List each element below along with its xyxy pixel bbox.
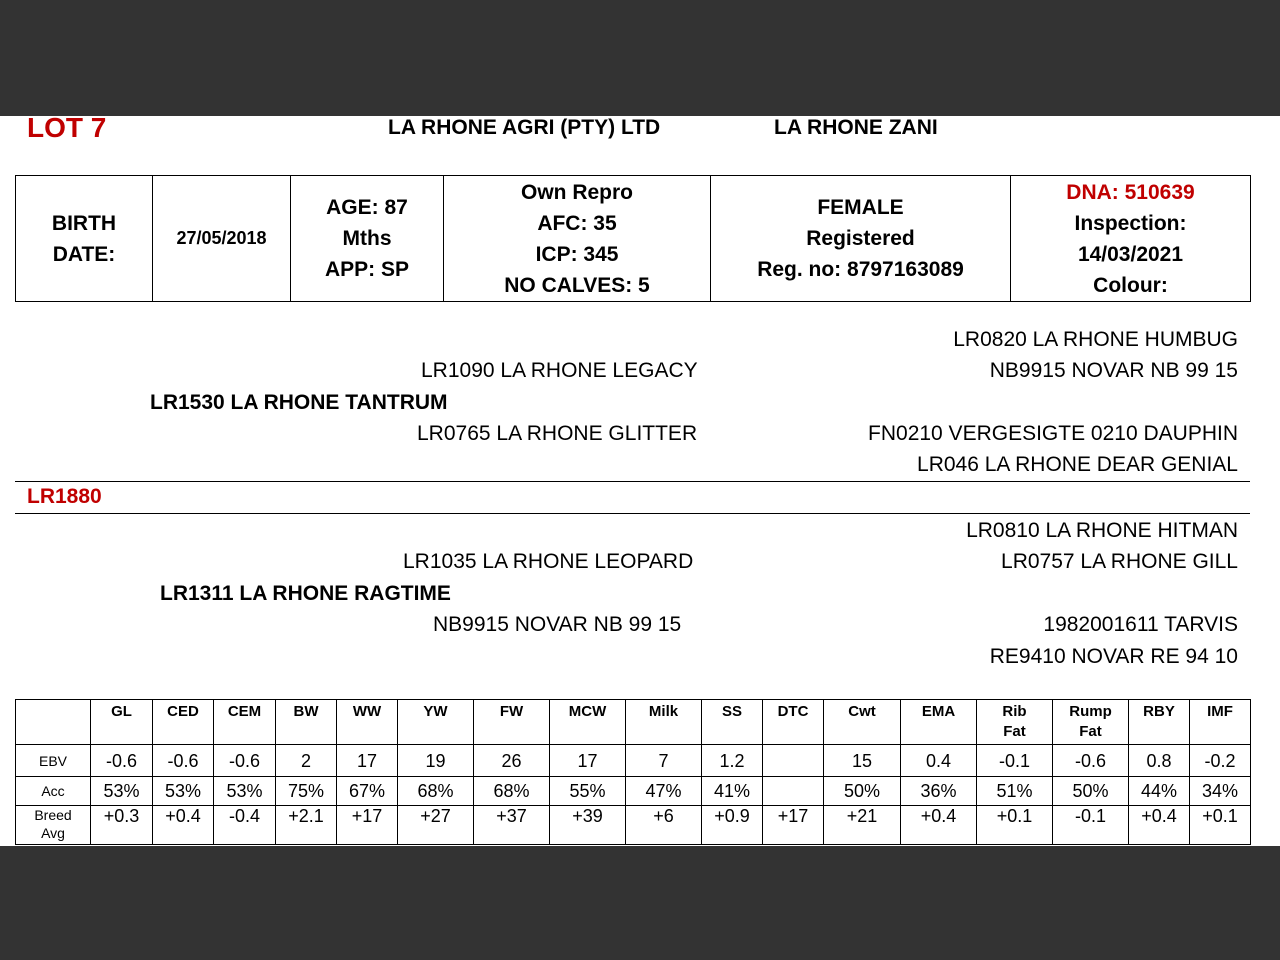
ebv-value-cell: 0.4: [901, 745, 977, 777]
ebv-value-cell: 19: [398, 745, 474, 777]
ebv-value-cell: 36%: [901, 777, 977, 806]
pedigree-sire-dam-dam: LR046 LA RHONE DEAR GENIAL: [917, 453, 1238, 476]
ebv-value-cell: 68%: [398, 777, 474, 806]
ebv-value-cell: 50%: [824, 777, 901, 806]
ebv-value-cell: 53%: [91, 777, 153, 806]
dna-number: DNA: 510639: [1066, 180, 1195, 204]
ebv-value-cell: -0.4: [214, 806, 276, 845]
ebv-value-cell: -0.1: [1053, 806, 1129, 845]
ebv-column-header: YW: [398, 700, 474, 745]
bottom-letterbox-bar: [0, 846, 1280, 960]
ebv-value-cell: 53%: [214, 777, 276, 806]
pedigree-dam-sire-sire: LR0810 LA RHONE HITMAN: [966, 519, 1238, 542]
ebv-column-header: CEM: [214, 700, 276, 745]
ebv-value-cell: +0.4: [153, 806, 214, 845]
ebv-value-cell: [763, 745, 824, 777]
pedigree-dam-sire: LR1035 LA RHONE LEOPARD: [403, 550, 694, 573]
pedigree-dam: LR1311 LA RHONE RAGTIME: [160, 582, 451, 605]
ebv-column-header: GL: [91, 700, 153, 745]
ebv-value-cell: +0.4: [901, 806, 977, 845]
ebv-column-header: MCW: [550, 700, 626, 745]
pedigree-dam-dam: NB9915 NOVAR NB 99 15: [433, 613, 682, 636]
pedigree-sire-dam: LR0765 LA RHONE GLITTER: [417, 422, 698, 445]
ebv-column-header: DTC: [763, 700, 824, 745]
ebv-data-row: [16, 745, 1251, 777]
lot-number: LOT 7: [27, 112, 107, 143]
ebv-corner-cell: [16, 700, 91, 745]
ebv-column-header: BW: [276, 700, 337, 745]
pedigree-divider-top: [15, 481, 1250, 482]
ebv-value-cell: +0.9: [702, 806, 763, 845]
ebv-value-cell: 15: [824, 745, 901, 777]
birth-date-value: 27/05/2018: [153, 176, 291, 302]
ebv-value-cell: 53%: [153, 777, 214, 806]
ebv-value-cell: 17: [550, 745, 626, 777]
calf-id: LR1880: [27, 485, 102, 508]
pedigree-sire-dam-sire: FN0210 VERGESIGTE 0210 DAUPHIN: [868, 422, 1238, 445]
ebv-column-header: Rump Fat: [1053, 700, 1129, 745]
ebv-value-cell: +17: [763, 806, 824, 845]
age-cell: AGE: 87 Mths APP: SP: [291, 176, 444, 302]
ebv-value-cell: 67%: [337, 777, 398, 806]
ebv-value-cell: -0.6: [91, 745, 153, 777]
ebv-column-header: EMA: [901, 700, 977, 745]
pedigree-dam-sire-dam: LR0757 LA RHONE GILL: [1001, 550, 1238, 573]
ebv-value-cell: +27: [398, 806, 474, 845]
ebv-column-header: Milk: [626, 700, 702, 745]
ebv-column-header: WW: [337, 700, 398, 745]
pedigree-sire: LR1530 LA RHONE TANTRUM: [150, 391, 448, 414]
ebv-row-label: EBV: [16, 745, 91, 777]
ebv-data-row: [16, 777, 1251, 806]
ebv-table: [15, 699, 1251, 845]
ebv-value-cell: 17: [337, 745, 398, 777]
ebv-value-cell: +17: [337, 806, 398, 845]
ebv-value-cell: +0.1: [1190, 806, 1251, 845]
ebv-value-cell: -0.6: [1053, 745, 1129, 777]
dna-inspection-cell: DNA: 510639 Inspection: 14/03/2021 Colour:: [1011, 176, 1251, 302]
ebv-row-label: Breed Avg: [16, 806, 91, 845]
ebv-value-cell: 7: [626, 745, 702, 777]
ebv-value-cell: 55%: [550, 777, 626, 806]
pedigree-sire-sire-sire: LR0820 LA RHONE HUMBUG: [953, 328, 1238, 351]
ebv-column-header: CED: [153, 700, 214, 745]
owner-name: LA RHONE AGRI (PTY) LTD: [388, 116, 661, 139]
ebv-value-cell: 75%: [276, 777, 337, 806]
pedigree-dam-dam-dam: RE9410 NOVAR RE 94 10: [989, 645, 1238, 668]
ebv-value-cell: +6: [626, 806, 702, 845]
ebv-value-cell: +21: [824, 806, 901, 845]
ebv-column-header: IMF: [1190, 700, 1251, 745]
pedigree-divider-bottom: [15, 513, 1250, 514]
ebv-data-row: [16, 806, 1251, 845]
ebv-value-cell: 2: [276, 745, 337, 777]
ebv-value-cell: +37: [474, 806, 550, 845]
ebv-column-header: Cwt: [824, 700, 901, 745]
ebv-value-cell: +2.1: [276, 806, 337, 845]
ebv-value-cell: +0.1: [977, 806, 1053, 845]
ebv-column-header: FW: [474, 700, 550, 745]
birth-date-label: BIRTH DATE:: [16, 176, 153, 302]
animal-info-table: [15, 175, 1251, 302]
animal-name: LA RHONE ZANI: [774, 116, 938, 139]
ebv-column-header: Rib Fat: [977, 700, 1053, 745]
ebv-row-label: Acc: [16, 777, 91, 806]
ebv-value-cell: +39: [550, 806, 626, 845]
ebv-value-cell: 44%: [1129, 777, 1190, 806]
repro-cell: Own Repro AFC: 35 ICP: 345 NO CALVES: 5: [444, 176, 711, 302]
pedigree-dam-dam-sire: 1982001611 TARVIS: [1043, 613, 1238, 636]
ebv-value-cell: 68%: [474, 777, 550, 806]
top-letterbox-bar: [0, 0, 1280, 116]
ebv-value-cell: 50%: [1053, 777, 1129, 806]
ebv-value-cell: +0.3: [91, 806, 153, 845]
pedigree-sire-sire-dam: NB9915 NOVAR NB 99 15: [989, 359, 1238, 382]
ebv-value-cell: 34%: [1190, 777, 1251, 806]
ebv-value-cell: 0.8: [1129, 745, 1190, 777]
ebv-value-cell: 41%: [702, 777, 763, 806]
pedigree-sire-sire: LR1090 LA RHONE LEGACY: [421, 359, 698, 382]
ebv-value-cell: 47%: [626, 777, 702, 806]
ebv-value-cell: -0.6: [214, 745, 276, 777]
ebv-value-cell: 26: [474, 745, 550, 777]
ebv-value-cell: [763, 777, 824, 806]
ebv-column-header: RBY: [1129, 700, 1190, 745]
ebv-value-cell: +0.4: [1129, 806, 1190, 845]
ebv-column-header: SS: [702, 700, 763, 745]
ebv-value-cell: 51%: [977, 777, 1053, 806]
registration-cell: FEMALE Registered Reg. no: 8797163089: [711, 176, 1011, 302]
ebv-header-row: [16, 700, 1251, 745]
ebv-value-cell: -0.2: [1190, 745, 1251, 777]
ebv-value-cell: -0.6: [153, 745, 214, 777]
ebv-value-cell: -0.1: [977, 745, 1053, 777]
ebv-value-cell: 1.2: [702, 745, 763, 777]
